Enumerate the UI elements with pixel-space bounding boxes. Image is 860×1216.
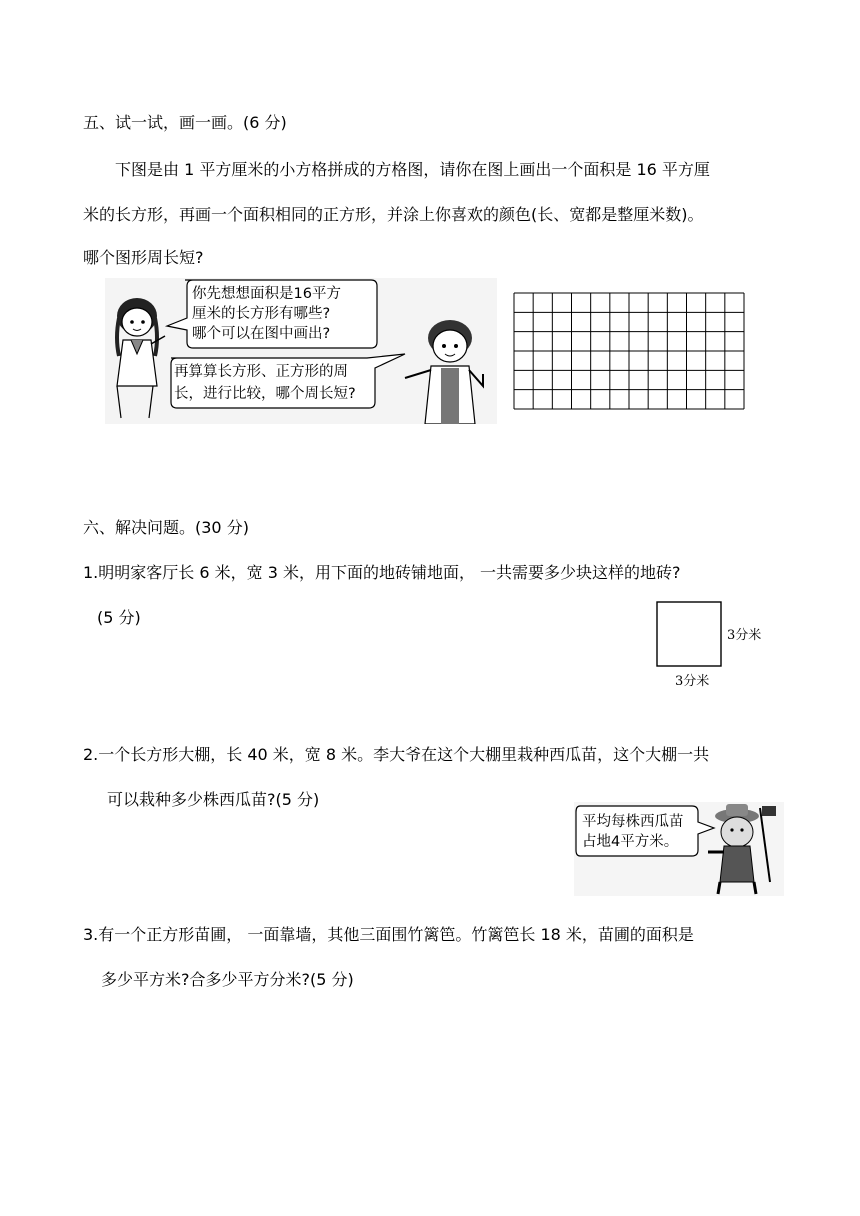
q2-line1: 2.一个长方形大棚，长 40 米，宽 8 米。李大爷在这个大棚里栽种西瓜苗，这个大棚一共 — [83, 745, 710, 764]
farmer-bubble-line1: 平均每株西瓜苗 — [582, 814, 684, 830]
section5-paragraph-line1: 下图是由 1 平方厘米的小方格拼成的方格图，请你在图上画出一个面积是 16 平方厘 — [115, 160, 710, 179]
q1-line2: (5 分) — [97, 608, 141, 627]
bubble2-line2: 长，进行比较，哪个周长短? — [174, 386, 356, 402]
q2-line2: 可以栽种多少株西瓜苗?(5 分) — [107, 790, 320, 809]
farmer-bubble-line2: 占地4平方米。 — [582, 834, 679, 850]
tile-side-label: 3分米 — [727, 628, 762, 643]
bubble1-line3: 哪个可以在图中画出? — [192, 326, 331, 342]
bubble2-line1: 再算算长方形、正方形的周 — [174, 364, 348, 380]
section5-heading: 五、试一试，画一画。(6 分) — [83, 113, 287, 132]
floor-tile-square — [656, 601, 722, 667]
bubble1-line1: 你先想想面积是16平方 — [192, 286, 341, 302]
q3-line1: 3.有一个正方形苗圃， 一面靠墙，其他三面围竹篱笆。竹篱笆长 18 米，苗圃的面积是 — [83, 925, 694, 944]
tile-bottom-label: 3分米 — [675, 674, 710, 689]
q3-line2: 多少平方米?合多少平方分米?(5 分) — [101, 970, 354, 989]
q1-line1: 1.明明家客厅长 6 米，宽 3 米，用下面的地砖铺地面， 一共需要多少块这样的地砖? — [83, 563, 681, 582]
square-grid[interactable] — [513, 292, 745, 410]
section5-paragraph-line2: 米的长方形，再画一个面积相同的正方形，并涂上你喜欢的颜色(长、宽都是整厘米数)。 — [83, 205, 704, 224]
bubble1-line2: 厘米的长方形有哪些? — [192, 306, 331, 322]
section6-heading: 六、解决问题。(30 分) — [83, 518, 249, 537]
section5-paragraph-line3: 哪个图形周长短? — [83, 248, 204, 267]
